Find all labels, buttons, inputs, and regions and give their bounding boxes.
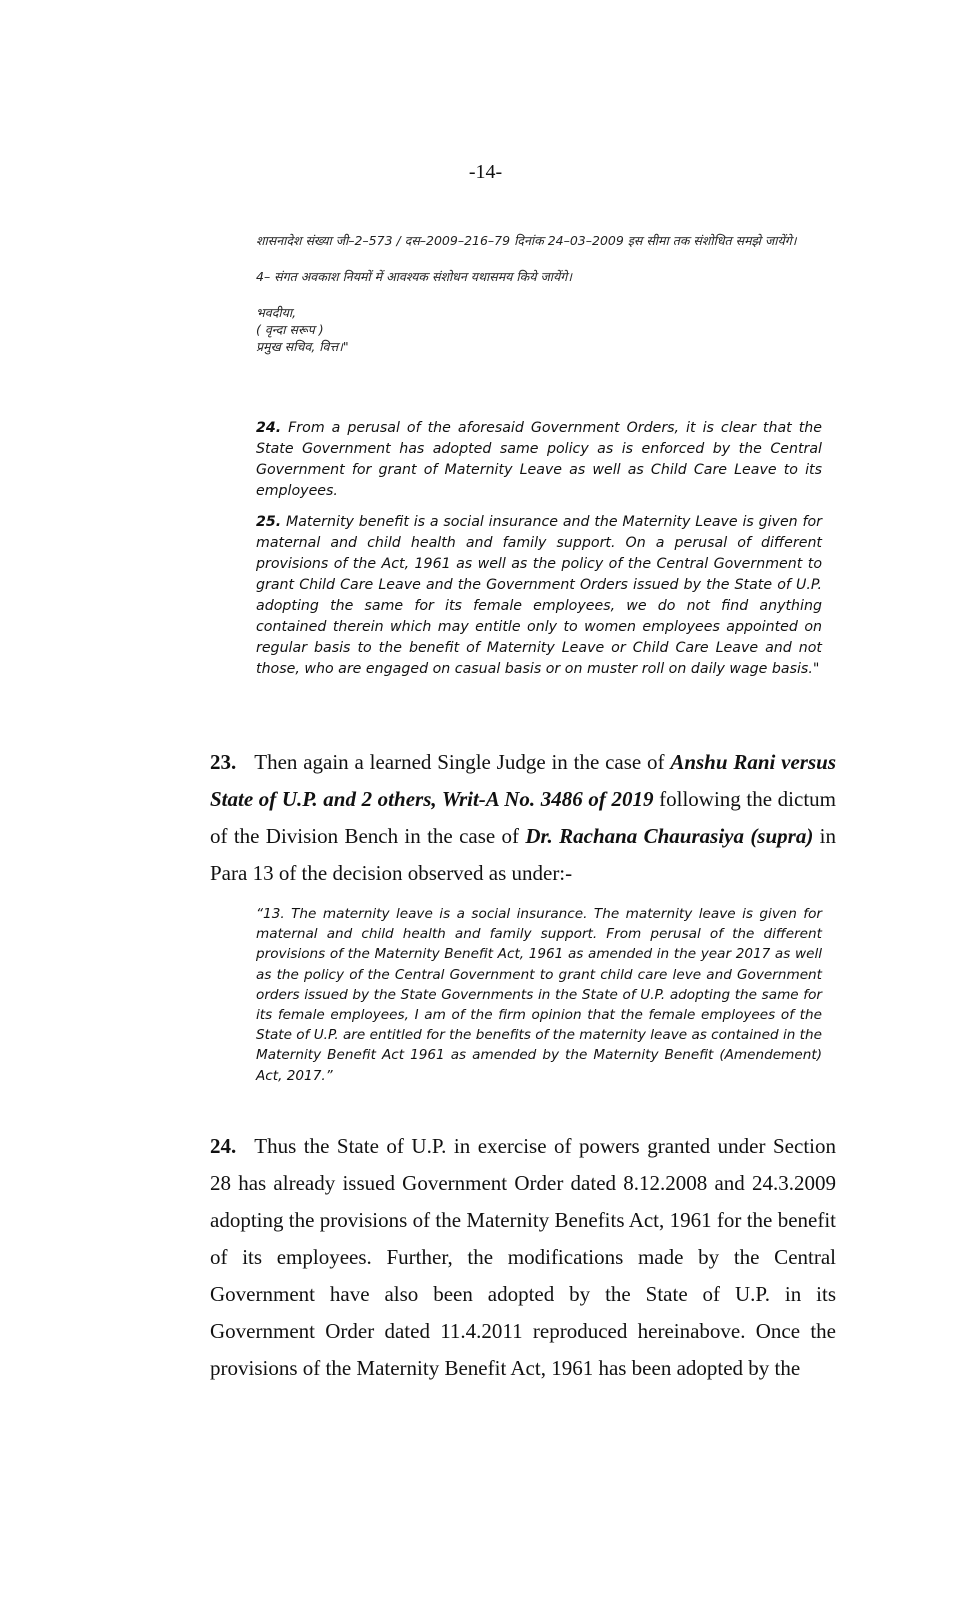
quote-para-24-number: 24. — [256, 420, 282, 436]
quote-para-25-number: 25. — [256, 514, 282, 530]
signature-designation: प्रमुख सचिव, वित्त।" — [256, 339, 349, 354]
signature-salutation: भवदीया, — [256, 305, 297, 320]
hindi-line-2: 4– संगत अवकाश नियमों में आवश्यक संशोधन यथासमय किये जायेंगे। — [256, 269, 573, 284]
quote-para-25-text: Maternity benefit is a social insurance and the Maternity Leave is given for maternal and child health and family support. On a perusal of different provisions of the Act, 1961 as well as the policy of the Central Government to grant Child Care Leave and the Government Orders issued by the State of U.P. adopting the same for its female employees, we do not find anything contained therein which may entitle only to women employees appointed on regular basis to the benefit of Maternity Leave or Child Care Leave and not those, who are engaged on casual basis or on muster roll on daily wage basis." — [256, 514, 822, 677]
paragraph-23-text-1: Then again a learned Single Judge in the case of — [254, 750, 671, 774]
quote-para-13: “13. The maternity leave is a social insurance. The maternity leave is given for maternal and child health and family support. From perusal of the different provisions of the Maternity Benefit Act, 1961 as amended in the year 2017 as well as the policy of the Central Government to grant child care leve and Government orders issued by the State Governments in the State of U.P. adopting the same for its female employees, I am of the firm opinion that the female employees of the State of U.P. are entitled for the benefits of the maternity leave as contained in the Maternity Benefit Act 1961 as amended by the Maternity Benefit (Amendement) Act, 2017.” — [256, 906, 822, 1084]
case-citation-rachana-chaurasiya: Dr. Rachana Chaurasiya (supra) — [525, 824, 814, 848]
hindi-line-1: शासनादेश संख्या जी–2–573 / दस–2009–216–79 दिनांक 24–03–2009 इस सीमा तक संशोधित समझे जायेंगे। — [256, 233, 797, 248]
signature-name: ( वृन्दा सरूप ) — [256, 322, 324, 337]
quote-para-25 — [256, 512, 822, 680]
quote-top — [256, 418, 822, 680]
quote-mid — [256, 904, 822, 1086]
quote-para-24-text: From a perusal of the aforesaid Government Orders, it is clear that the State Government has adopted same policy as is enforced by the Central Government for grant of Maternity Leave as well as Child Care Leave to its employees. — [256, 420, 822, 499]
hindi-order-excerpt — [256, 232, 820, 355]
case-citation-anshu-rani: Anshu Rani versus State of U.P. and 2 others, Writ-A No. 3486 of 2019 — [210, 750, 836, 811]
paragraph-23-number: 23. — [210, 750, 237, 774]
signature-block — [256, 304, 820, 355]
paragraph-24-text: Thus the State of U.P. in exercise of powers granted under Section 28 has already issued Government Order dated 8.12.2008 and 24.3.2009 adopting the provisions of the Maternity Benefits Act, 1961 for the benefit of its employees. Further, the modifications made by the Central Government have also been adopted by the State of U.P. in its Government Order dated 11.4.2011 reproduced hereinabove. Once the provisions of the Maternity Benefit Act, 1961 has been adopted by the — [210, 1134, 836, 1380]
paragraph-24 — [210, 1128, 836, 1387]
quote-para-24 — [256, 418, 822, 502]
paragraph-23-text-3: in Para 13 of the decision observed as under:- — [210, 824, 836, 885]
paragraph-23 — [210, 744, 836, 892]
page-number: -14- — [468, 161, 503, 183]
paragraph-24-number: 24. — [210, 1134, 237, 1158]
paragraph-23-text-2: following the dictum of the Division Bench in the case of — [210, 787, 836, 848]
